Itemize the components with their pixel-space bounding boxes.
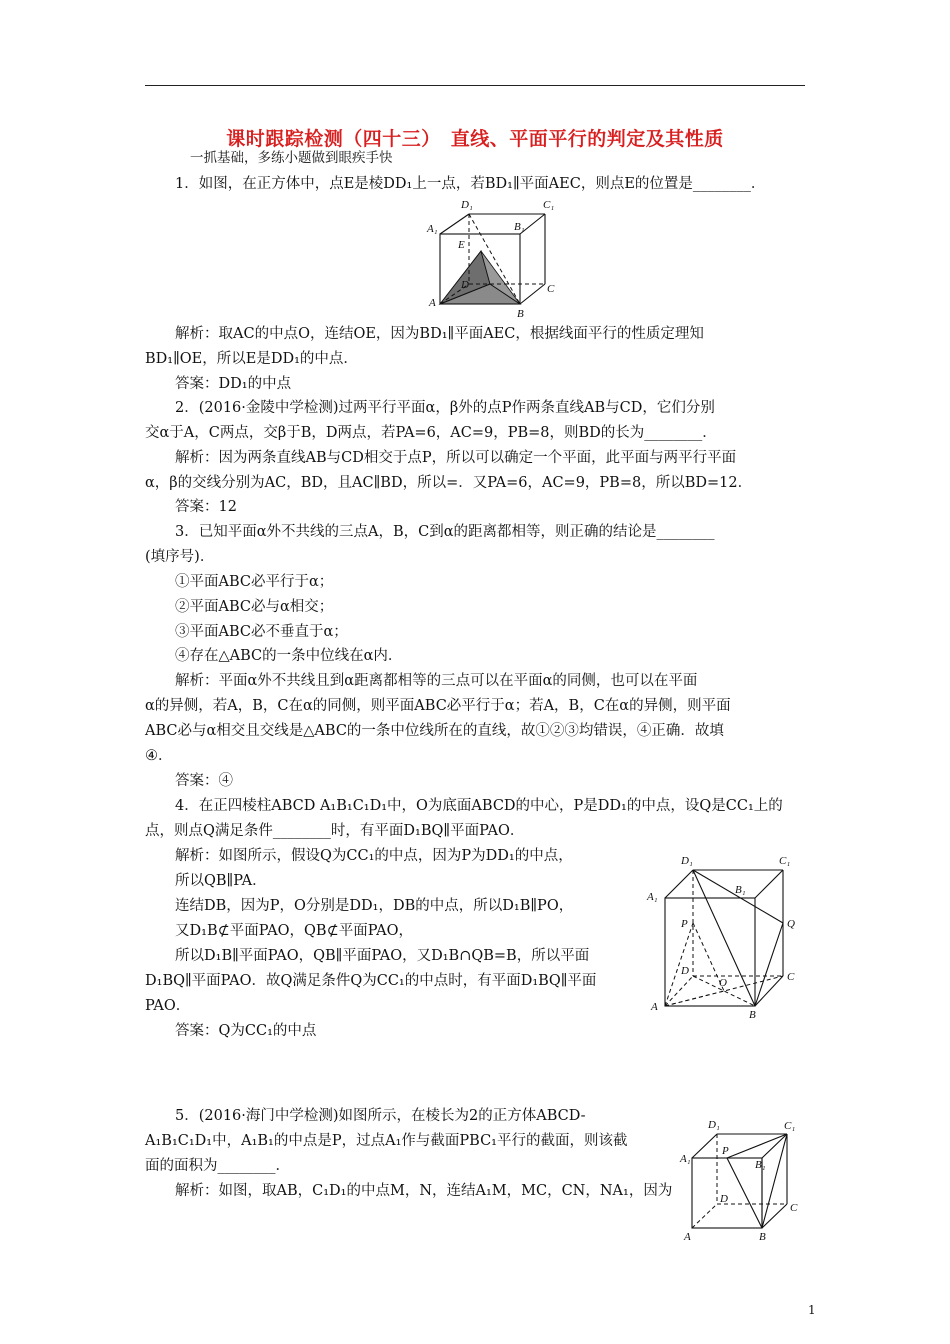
q3-solution-1: 解析：平面α外不共线且到α距离都相等的三点可以在平面α的同侧，也可以在平面 <box>175 673 698 689</box>
top-rule <box>145 85 805 86</box>
q2-answer: 答案：12 <box>175 499 237 515</box>
q3-option-2: ②平面ABC必与α相交； <box>175 599 334 615</box>
q5-solution-1: 解析：如图，取AB，C₁D₁的中点M，N，连结A₁M，MC，CN，NA₁，因为 <box>175 1183 673 1199</box>
q4-solution-4: 又D₁B⊄平面PAO，QB⊄平面PAO， <box>175 923 414 939</box>
q3-solution-4: ④． <box>145 748 173 764</box>
svg-text:C: C <box>547 283 555 295</box>
q1-text: 1．如图，在正方体中，点E是棱DD₁上一点，若BD₁∥平面AEC，则点E的位置是________． <box>175 176 766 192</box>
q2-solution-1: 解析：因为两条直线AB与CD相交于点P，所以可以确定一个平面，此平面与两平行平面 <box>175 450 737 466</box>
q4-text-2: 点，则点Q满足条件________时，有平面D₁BQ∥平面PAO． <box>145 823 525 839</box>
svg-text:C: C <box>787 971 795 983</box>
q4-solution-7: PAO． <box>145 998 191 1014</box>
svg-text:D₁: D₁ <box>461 199 473 211</box>
svg-text:E: E <box>458 239 465 251</box>
subtitle: 一抓基础，多练小题做到眼疾手快 <box>190 150 393 166</box>
q1-solution-1: 解析：取AC的中点O，连结OE，因为BD₁∥平面AEC，根据线面平行的性质定理知 <box>175 326 704 342</box>
svg-text:B: B <box>759 1231 766 1243</box>
svg-text:Q: Q <box>787 918 795 930</box>
svg-text:B: B <box>517 308 524 320</box>
q5-text-1: 5．(2016·海门中学检测)如图所示，在棱长为2的正方体ABCD- <box>175 1108 586 1124</box>
svg-text:D₁: D₁ <box>708 1119 720 1131</box>
q3-solution-3: ABC必与α相交且交线是△ABC的一条中位线所在的直线，故①②③均错误，④正确．故填 <box>145 723 724 739</box>
svg-text:D: D <box>461 279 469 291</box>
q2-text-1: 2．(2016·金陵中学检测)过两平行平面α，β外的点P作两条直线AB与CD，它们分别 <box>175 400 715 416</box>
svg-text:D: D <box>681 965 689 977</box>
q4-solution-5: 所以D₁B∥平面PAO，QB∥平面PAO，又D₁B∩QB=B，所以平面 <box>175 948 590 964</box>
svg-text:A: A <box>429 297 436 309</box>
q2-text-2: 交α于A，C两点，交β于B，D两点，若PA=6，AC=9，PB=8，则BD的长为________． <box>145 425 717 441</box>
svg-text:C: C <box>790 1202 798 1214</box>
svg-text:D: D <box>720 1193 728 1205</box>
q4-solution-6: D₁BQ∥平面PAO．故Q满足条件Q为CC₁的中点时，有平面D₁BQ∥平面 <box>145 973 597 989</box>
q5-text-3: 面的面积为________． <box>145 1158 290 1174</box>
svg-text:D₁: D₁ <box>681 855 693 867</box>
figure-1-cube <box>425 196 565 320</box>
svg-text:C₁: C₁ <box>779 855 791 867</box>
svg-text:P: P <box>722 1145 729 1157</box>
svg-text:B₁: B₁ <box>755 1159 766 1171</box>
svg-text:A₁: A₁ <box>680 1153 691 1165</box>
svg-text:C₁: C₁ <box>784 1120 796 1132</box>
svg-text:B₁: B₁ <box>735 884 746 896</box>
svg-text:A₁: A₁ <box>647 891 658 903</box>
q3-text-1: 3．已知平面α外不共线的三点A，B，C到α的距离都相等，则正确的结论是________ <box>175 524 715 540</box>
svg-text:C₁: C₁ <box>543 199 555 211</box>
svg-text:O: O <box>719 977 727 989</box>
figure-2-prism <box>645 850 805 1020</box>
q1-answer: 答案：DD₁的中点 <box>175 376 292 392</box>
page-number: 1 <box>808 1303 816 1317</box>
q4-text-1: 4．在正四棱柱ABCD A₁B₁C₁D₁中，O为底面ABCD的中心，P是DD₁的中点，设Q是CC₁上的 <box>175 798 783 814</box>
q3-option-1: ①平面ABC必平行于α； <box>175 574 334 590</box>
q3-option-4: ④存在△ABC的一条中位线在α内． <box>175 648 403 664</box>
q4-solution-1: 解析：如图所示，假设Q为CC₁的中点，因为P为DD₁的中点， <box>175 848 573 864</box>
svg-text:B₁: B₁ <box>514 221 525 233</box>
q3-answer: 答案：④ <box>175 773 233 789</box>
svg-text:B: B <box>749 1009 756 1021</box>
svg-text:A: A <box>651 1001 658 1013</box>
svg-text:A: A <box>684 1231 691 1243</box>
q2-solution-2: α，β的交线分别为AC，BD，且AC∥BD，所以=．又PA=6，AC=9，PB=8，所以BD=12． <box>145 475 753 491</box>
figure-3-cube <box>680 1118 805 1242</box>
q3-option-3: ③平面ABC必不垂直于α； <box>175 624 348 640</box>
q1-solution-2: BD₁∥OE，所以E是DD₁的中点． <box>145 351 358 367</box>
q4-solution-2: 所以QB∥PA． <box>175 873 267 889</box>
svg-text:A₁: A₁ <box>427 223 438 235</box>
q5-text-2: A₁B₁C₁D₁中，A₁B₁的中点是P，过点A₁作与截面PBC₁平行的截面，则该截 <box>145 1133 628 1149</box>
q3-solution-2: α的异侧，若A，B，C在α的同侧，则平面ABC必平行于α；若A，B，C在α的异侧，则平面 <box>145 698 731 714</box>
q4-answer: 答案：Q为CC₁的中点 <box>175 1023 317 1039</box>
svg-text:P: P <box>681 918 688 930</box>
q3-text-2: (填序号)． <box>145 549 215 565</box>
page-title: 课时跟踪检测（四十三） 直线、平面平行的判定及其性质 <box>226 128 724 150</box>
q4-solution-3: 连结DB，因为P，O分别是DD₁，DB的中点，所以D₁B∥PO， <box>175 898 574 914</box>
